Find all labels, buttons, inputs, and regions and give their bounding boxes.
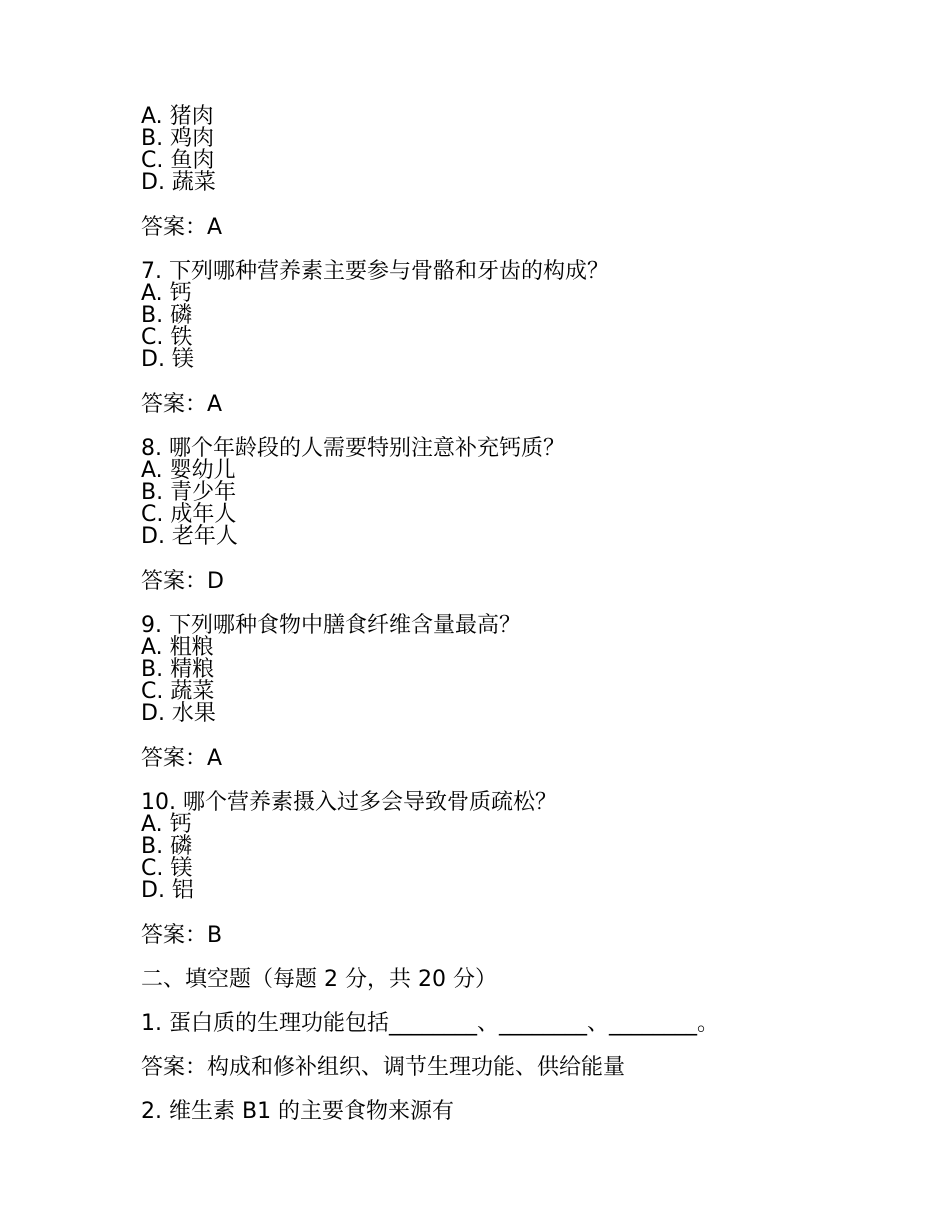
question-10-answer: 答案：B xyxy=(141,923,223,948)
option-d: D. 镁 xyxy=(141,347,194,372)
option-a: A. 钙 xyxy=(141,281,192,306)
fill-answer-1: 答案：构成和修补组织、调节生理功能、供给能量 xyxy=(141,1055,626,1080)
question-text: 9. 下列哪种食物中膳食纤维含量最高？ xyxy=(141,613,521,638)
question-6-answer: 答案：A xyxy=(141,215,223,240)
option-a: A. 钙 xyxy=(141,812,192,837)
question-8 xyxy=(141,438,901,548)
question-10 xyxy=(141,792,901,902)
question-7 xyxy=(141,261,901,371)
option-d: D. 水果 xyxy=(141,701,216,726)
option-c: C. 蔬菜 xyxy=(141,679,215,704)
fill-question-1: 1. 蛋白质的生理功能包括________、________、________。 xyxy=(141,1011,719,1036)
question-6-options xyxy=(141,106,901,194)
section-heading: 二、填空题（每题 2 分，共 20 分） xyxy=(141,967,497,992)
option-d: D. 铝 xyxy=(141,878,194,903)
option-d: D. 蔬菜 xyxy=(141,170,216,195)
option-a: A. 婴幼儿 xyxy=(141,458,236,483)
option-b: B. 青少年 xyxy=(141,480,237,505)
option-c: C. 成年人 xyxy=(141,502,237,527)
option-b: B. 精粮 xyxy=(141,657,215,682)
option-c: C. 鱼肉 xyxy=(141,148,215,173)
question-8-answer: 答案：D xyxy=(141,569,224,594)
question-9-answer: 答案：A xyxy=(141,746,223,771)
option-b: B. 鸡肉 xyxy=(141,126,215,151)
document-page xyxy=(141,106,901,1145)
option-a: A. 猪肉 xyxy=(141,104,214,129)
fill-question-2: 2. 维生素 B1 的主要食物来源有 xyxy=(141,1099,455,1124)
option-b: B. 磷 xyxy=(141,834,193,859)
question-9 xyxy=(141,615,901,725)
option-c: C. 镁 xyxy=(141,856,193,881)
question-text: 7. 下列哪种营养素主要参与骨骼和牙齿的构成？ xyxy=(141,259,609,284)
question-text: 10. 哪个营养素摄入过多会导致骨质疏松？ xyxy=(141,790,557,815)
option-b: B. 磷 xyxy=(141,303,193,328)
question-text: 8. 哪个年龄段的人需要特别注意补充钙质？ xyxy=(141,436,565,461)
option-a: A. 粗粮 xyxy=(141,635,214,660)
option-c: C. 铁 xyxy=(141,325,193,350)
option-d: D. 老年人 xyxy=(141,524,238,549)
question-7-answer: 答案：A xyxy=(141,392,223,417)
